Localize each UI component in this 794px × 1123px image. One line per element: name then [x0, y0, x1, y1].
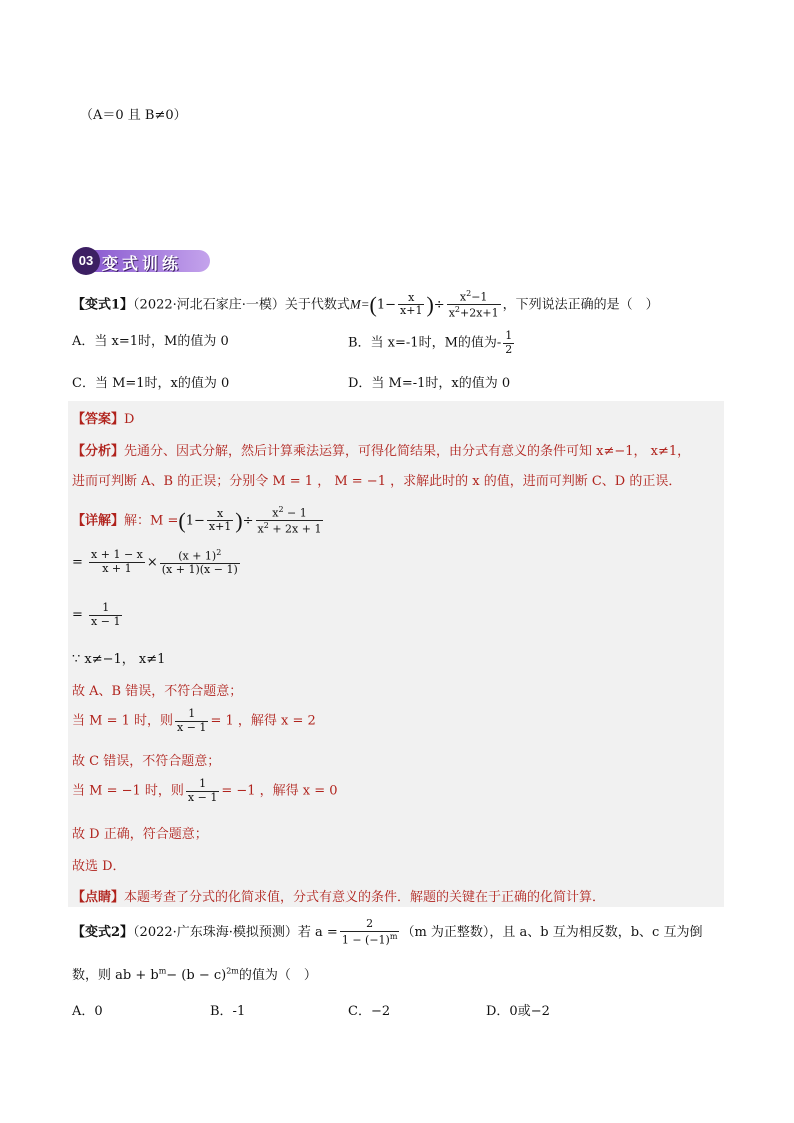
- option-c: C．当 M=1时，x的值为 0: [72, 376, 230, 391]
- choose-line: 故选 D．: [72, 859, 126, 874]
- analysis-line-1: 【分析】先通分、因式分解，然后计算乘法运算，可得化简结果，由分式有意义的条件可知 x≠−1， x≠1，: [72, 444, 691, 459]
- q2-option-a: A．0: [72, 1004, 103, 1019]
- q2-option-c: C．−2: [348, 1004, 391, 1019]
- detail-step-2: = $\frac{x + 1 - x}{x + 1}$ × $\frac{(x + 1)^2}{(x + 1)(x - 1)}$: [72, 548, 238, 577]
- detail-step-3: = $\frac{1}{x - 1}$: [72, 601, 121, 628]
- section-title: 变式训练: [102, 254, 183, 273]
- comment-line: 【点睛】本题考查了分式的化简求值，分式有意义的条件．解题的关键在于正确的化简计算．: [72, 890, 606, 905]
- section-banner: [72, 247, 212, 275]
- option-d: D．当 M=-1时，x的值为 0: [348, 376, 511, 391]
- intro-note: （A＝0 且 B≠0）: [80, 108, 187, 123]
- q2-option-b: B．-1: [210, 1004, 246, 1019]
- case-m-1: 当 M = 1 时，则 $\frac{1}{x - 1}$ = 1 ，解得 x = 2: [72, 707, 316, 734]
- section-ribbon: [90, 250, 210, 272]
- question-2-stem: 【变式2】（2022·广东珠海·模拟预测）若 a = $\frac{2}{1 - (-1)^m}$ （m 为正整数），且 a、b 互为相反数，b、c 互为倒: [72, 917, 703, 947]
- question-1-stem-post: ，下列说法正确的是（ ）: [502, 297, 659, 313]
- conclusion-d: 故 D 正确，符合题意；: [72, 827, 208, 842]
- question-1-m: M=: [349, 296, 370, 312]
- conclusion-c: 故 C 错误，不符合题意；: [72, 754, 221, 769]
- frac-x-over-xplus1: $\frac{x}{x+1}$: [400, 290, 423, 318]
- because-line: ∵ x≠−1， x≠1: [72, 652, 166, 667]
- section-badge: 03: [72, 247, 100, 275]
- option-a: A．当 x=1时，M的值为 0: [72, 334, 229, 349]
- question-2-stem-2: 数，则 ab + $b^m- (b - c)^{2m}$的值为（ ）: [72, 966, 317, 983]
- conclusion-ab: 故 A、B 错误，不符合题意；: [72, 684, 243, 699]
- question-1-stem: 【变式1】（2022·河北石家庄·一模）关于代数式M=(1− $\frac{x}{x+1}$ )÷ $\frac{x^2-1}{x^2+2x+1}$ ，下列说法正确的是（ ）: [72, 289, 659, 320]
- answer-line: 【答案】D: [72, 412, 135, 427]
- q2-option-d: D．0或−2: [486, 1004, 550, 1019]
- question-1-stem-pre: 关于代数式: [284, 297, 350, 313]
- question-1-source: （2022·河北石家庄·一模）: [133, 297, 285, 313]
- question-1-tag: 【变式1】: [72, 297, 134, 313]
- analysis-line-2: 进而可判断 A、B 的正误；分别令 M = 1 ， M = −1 ，求解此时的 x 的值，进而可判断 C、D 的正误．: [72, 474, 682, 489]
- case-m-neg1: 当 M = −1 时，则 $\frac{1}{x - 1}$ = −1 ，解得 x = 0: [72, 777, 338, 804]
- detail-line-1: 【详解】解：M =(1− $\frac{x}{x+1}$ )÷ $\frac{x^2 - 1}{x^2 + 2x + 1}$: [72, 505, 322, 536]
- frac-x2-1-over-x2-2x-1: $\frac{x^2-1}{x^2+2x+1}$: [448, 289, 499, 320]
- option-b: B．当 x=-1时，M的值为- $\frac{1}{2}$: [348, 329, 513, 356]
